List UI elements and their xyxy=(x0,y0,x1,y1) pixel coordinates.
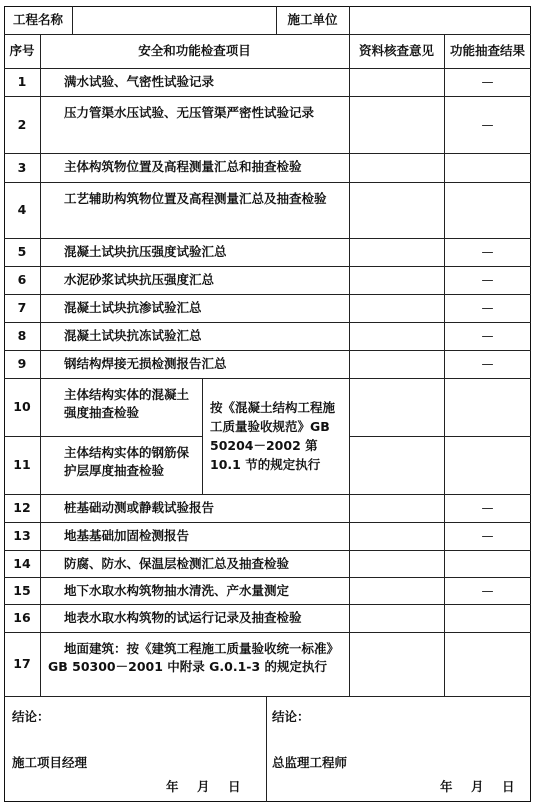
row-number: 2 xyxy=(17,116,27,132)
row-doc-review-cell[interactable] xyxy=(349,322,444,350)
col-header-item: 安全和功能检查项目 xyxy=(138,43,251,58)
row-spot-check-cell[interactable] xyxy=(444,378,531,436)
horizontal-rule xyxy=(4,266,531,267)
horizontal-rule xyxy=(4,577,531,578)
row-item-text: 水泥砂浆试块抗压强度汇总 xyxy=(64,272,215,287)
right-date-label: 年 月 日 xyxy=(440,779,518,794)
row-item-text: 混凝土试块抗渗试验汇总 xyxy=(64,300,202,315)
row-item-text: 钢结构焊接无损检测报告汇总 xyxy=(64,356,227,371)
horizontal-rule xyxy=(4,522,531,523)
row-number: 17 xyxy=(13,656,31,671)
row-number: 4 xyxy=(17,202,27,217)
horizontal-rule xyxy=(4,696,531,697)
row-item-text: 桩基础动测或静载试验报告 xyxy=(64,500,215,515)
row-number: 10 xyxy=(13,399,31,414)
vertical-rule xyxy=(276,6,277,34)
row-item-text: 压力管渠水压试验、无压管渠严密性试验记录 xyxy=(64,105,315,120)
row-number: 13 xyxy=(13,528,31,543)
row-spot-check-cell[interactable]: — xyxy=(481,273,494,287)
row-item-text: 主体结构实体的钢筋保护层厚度抽查检验 xyxy=(64,445,190,478)
row-number: 1 xyxy=(17,74,27,89)
horizontal-rule xyxy=(4,322,531,323)
horizontal-rule xyxy=(4,294,531,295)
row-spot-check-cell[interactable]: — xyxy=(481,75,494,89)
row-spot-check-cell[interactable]: — xyxy=(481,501,494,515)
vertical-rule xyxy=(444,34,445,696)
row-spot-check-cell[interactable] xyxy=(444,604,531,632)
horizontal-rule xyxy=(4,153,531,154)
row-doc-review-cell[interactable] xyxy=(349,350,444,378)
row-item-text: 混凝土试块抗冻试验汇总 xyxy=(64,328,202,343)
horizontal-rule xyxy=(4,550,531,551)
row-doc-review-cell[interactable] xyxy=(349,294,444,322)
row-number: 11 xyxy=(13,457,31,472)
horizontal-rule xyxy=(4,68,531,69)
row-doc-review-cell[interactable] xyxy=(349,522,444,550)
inspection-form xyxy=(4,6,531,802)
right-conclusion-label: 结论： xyxy=(272,709,310,724)
row-spot-check-cell[interactable]: — xyxy=(481,117,494,132)
row-item-text: 地面建筑：按《建筑工程施工质量验收统一标准》GB 50300－2001 中附录 G.0.1-3 的规定执行 xyxy=(48,641,340,674)
project-name-value[interactable] xyxy=(72,6,276,34)
vertical-rule xyxy=(349,34,350,696)
row-doc-review-cell[interactable] xyxy=(349,96,444,153)
horizontal-rule xyxy=(4,604,531,605)
vertical-rule xyxy=(40,34,41,696)
left-signer-label: 施工项目经理 xyxy=(12,755,88,770)
row-number: 12 xyxy=(13,500,31,515)
horizontal-rule xyxy=(4,494,531,495)
row-number: 16 xyxy=(13,610,31,625)
horizontal-rule xyxy=(4,182,531,183)
row-spot-check-cell[interactable] xyxy=(444,153,531,182)
right-signer-label: 总监理工程师 xyxy=(272,755,348,770)
row-spot-check-cell[interactable]: — xyxy=(481,301,494,315)
horizontal-rule xyxy=(4,238,531,239)
contractor-label: 施工单位 xyxy=(287,12,338,27)
row-item-text: 地基基础加固检测报告 xyxy=(64,528,190,543)
row-number: 14 xyxy=(13,555,31,571)
project-name-label: 工程名称 xyxy=(12,12,63,27)
horizontal-rule xyxy=(4,96,531,97)
row-doc-review-cell[interactable] xyxy=(349,266,444,294)
horizontal-rule xyxy=(4,350,531,351)
row-item-text: 主体结构实体的混凝土强度抽查检验 xyxy=(64,387,190,420)
row-doc-review-cell[interactable] xyxy=(349,153,444,182)
vertical-rule xyxy=(202,378,203,494)
vertical-rule xyxy=(266,696,267,802)
row-item-text: 工艺辅助构筑物位置及高程测量汇总及抽查检验 xyxy=(64,191,327,206)
row-number: 3 xyxy=(17,159,27,175)
left-date-label: 年 月 日 xyxy=(166,779,244,794)
row-number: 8 xyxy=(17,328,27,343)
row-doc-review-cell[interactable] xyxy=(349,577,444,604)
vertical-rule xyxy=(349,6,350,34)
contractor-value[interactable] xyxy=(349,6,531,34)
row-item-text: 地表水取水构筑物的试运行记录及抽查检验 xyxy=(64,610,302,625)
row-spot-check-cell[interactable] xyxy=(444,550,531,577)
row-item-text: 混凝土试块抗压强度试验汇总 xyxy=(64,244,227,259)
horizontal-rule xyxy=(4,34,531,35)
row-number: 6 xyxy=(17,272,27,287)
row-spot-check-cell[interactable]: — xyxy=(481,583,494,598)
col-header-spot-check: 功能抽查结果 xyxy=(449,43,525,58)
row-doc-review-cell[interactable] xyxy=(349,494,444,522)
row-doc-review-cell[interactable] xyxy=(349,436,444,494)
row-doc-review-cell[interactable] xyxy=(349,604,444,632)
row-spot-check-cell[interactable]: — xyxy=(481,329,494,343)
row-item-text: 防腐、防水、保温层检测汇总及抽查检验 xyxy=(64,556,290,571)
horizontal-rule xyxy=(4,632,531,633)
row-doc-review-cell[interactable] xyxy=(349,68,444,96)
horizontal-rule xyxy=(4,378,531,379)
row-item-text: 主体构筑物位置及高程测量汇总和抽查检验 xyxy=(64,159,302,174)
col-header-no: 序号 xyxy=(9,43,35,58)
row-number: 7 xyxy=(17,300,27,315)
row-spot-check-cell[interactable]: — xyxy=(481,245,494,259)
row-spot-check-cell[interactable] xyxy=(444,632,531,696)
row-item-text: 满水试验、气密性试验记录 xyxy=(64,74,215,89)
row-number: 9 xyxy=(17,356,27,371)
col-header-doc-review: 资料核查意见 xyxy=(358,43,434,58)
row-doc-review-cell[interactable] xyxy=(349,550,444,577)
row-doc-review-cell[interactable] xyxy=(349,238,444,266)
row-spot-check-cell[interactable] xyxy=(444,182,531,238)
row-doc-review-cell[interactable] xyxy=(349,378,444,436)
row-doc-review-cell[interactable] xyxy=(349,182,444,238)
vertical-rule xyxy=(72,6,73,34)
horizontal-rule xyxy=(4,436,202,437)
row-number: 5 xyxy=(17,244,27,259)
merged-standard-note: 按《混凝土结构工程施工质量验收规范》GB 50204－2002 第 10.1 节的规定执行 xyxy=(210,400,336,472)
row-doc-review-cell[interactable] xyxy=(349,632,444,696)
row-item-text: 地下水取水构筑物抽水清洗、产水量测定 xyxy=(64,583,290,598)
horizontal-rule xyxy=(349,436,531,437)
row-spot-check-cell[interactable] xyxy=(444,436,531,494)
row-spot-check-cell[interactable]: — xyxy=(481,529,494,543)
row-spot-check-cell[interactable]: — xyxy=(481,357,494,371)
row-number: 15 xyxy=(13,582,31,598)
left-conclusion-label: 结论： xyxy=(12,709,50,724)
